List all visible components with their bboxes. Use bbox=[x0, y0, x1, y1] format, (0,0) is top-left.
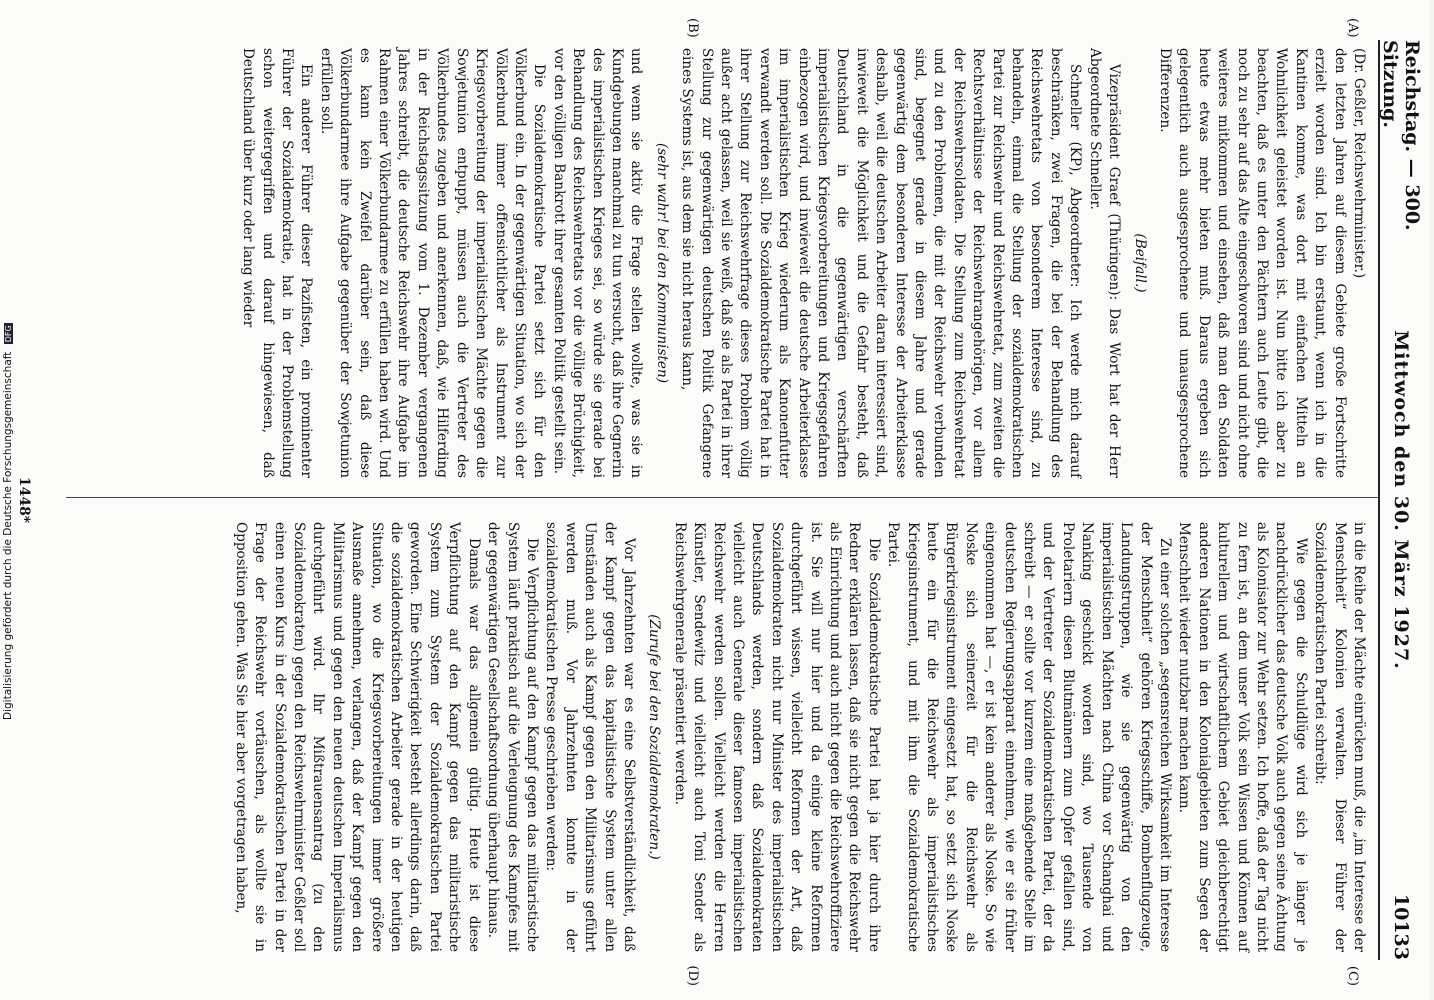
signature-mark: 1448* bbox=[16, 476, 32, 524]
paragraph: in die Reihe der Mächte einrücken muß, die „im Interesse der Menschheit“ Kolonien verwalten. Dieser Führer der Sozialdemokratischen Partei schreibt: bbox=[1312, 522, 1367, 952]
paragraph: Ein anderer Führer dieser Pazifisten, ein prominenter Führer der Sozialdemokratie, hat in der Problemstellung schon weitergegriffen und darauf hingewiesen, daß Deutschland über kurz oder lang wieder bbox=[240, 48, 315, 478]
funding-note bbox=[2, 323, 14, 720]
margin-mark-b: (B) bbox=[685, 18, 700, 38]
header-rule bbox=[1378, 40, 1380, 960]
paragraph: und wenn sie aktiv die Frage stellen wollte, was sie in Kundgebungen manchmal zu tun versucht, daß ihre Gegnerin des imperialistischen Krieges sei, so würde sie gerade bei Behandlung des Reichswehretats vor die völlige Brüchigkeit, vor den völligen Bankrott ihrer gesamten Politik gestellt sein. bbox=[550, 48, 645, 478]
quotation: Wie gegen die Schuldlüge wird sich je länger je nachdrücklicher das deutsche Volk auch gegen seine Ächtung als Kolonisator zur Wehr setzen. Ich hoffe, daß der Tag nicht zu fern ist, an dem unser Volk sein Wissen und Können auf kulturellem und wirtschaftlichem Gebiet gleichberechtigt anderen Nationen in den Kolonialgebieten zum Segen der Menschheit wieder nutzbar machen kann. bbox=[1176, 522, 1309, 952]
paragraph: Vor Jahrzehnten war es eine Selbstverständlichkeit, daß der Kampf gegen das kapitalistische System unter allen Umständen auch als Kampf gegen den Militarismus geführt werden muß. Vor Jahrzehnten konnte in der sozialdemokratischen Presse geschrieben werden: bbox=[543, 522, 637, 952]
interjection: (Beifall.) bbox=[1131, 233, 1148, 293]
left-column bbox=[238, 48, 1368, 478]
margin-mark-a: (A) bbox=[1345, 18, 1360, 38]
funding-note-text: Digitalisierung gefördert durch die Deutsche Forschungsgemeinschaft bbox=[2, 351, 14, 720]
paragraph: Vizepräsident Graef (Thüringen): Das Wort hat der Herr Abgeordnete Schneller. bbox=[1086, 48, 1123, 478]
speaker-continued: (Dr. Geßler, Reichswehrminister.) bbox=[1351, 48, 1367, 279]
paragraph: Die Sozialdemokratische Partei setzt sich für den Völkerbund ein. In der gegenwärtigen Situation, wo sich der Völkerbund immer offensichtlicher als Instrument zur Kriegsvorbereitung der imperialistischen Mächte gegen die Sowjetunion entpuppt, müssen auch die Vertreter des Völkerbundes zugeben und anerkennen, daß, wie Hilferding in der Reichstagssitzung vom 1. Dezember vergangenen Jahres schreibt, die deutsche Reichswehr ihre Aufgabe im Rahmen einer Völkerbundarmee zu erfüllen haben wird. Und es kann kein Zweifel darüber sein, daß diese Völkerbundarmee ihre Aufgabe gegenüber der Sowjetunion erfüllen soll. bbox=[317, 48, 548, 478]
header-date: Mittwoch den 30. März 1927. bbox=[1390, 330, 1412, 670]
header-left: Reichstag. — 300. Sitzung. bbox=[1379, 40, 1423, 231]
quotation: Die Verpflichtung auf den Kampf gegen das militaristische System läuft praktisch auf die Verleugnung des Kampfes mit der gegenwärtigen Gesellschaftsordnung überhaupt hinaus. bbox=[485, 522, 540, 952]
paragraph: Schneller (KP), Abgeordneter: Ich werde mich darauf beschränken, zwei Fragen, die bei der Behandlung des Reichswehretats von besonderem Interesse sind, zu behandeln, einmal die Stellung der sozialdemokratischen Partei zur Reichswehr und Reichswehretat, zum zweiten die Rechtsverhältnisse der Reichswehrangehörigen, vor allem der Reichswehrsoldaten. Die Stellung zum Reichswehretat und zu den Problemen, die mit der Reichswehr verbunden sind, begegnet gerade in diesem Jahre und gerade gegenwärtig dem besonderen Interesse der Arbeiterklasse deshalb, weil die deutschen Arbeiter daran interessiert sind, inwieweit die Möglichkeit und die Gefahr besteht, daß Deutschland in die gegenwärtigen verschärften imperialistischen Kriegsvorbereitungen und Kriegsgefahren einbezogen wird, und inwieweit die deutsche Arbeiterklasse im imperialistischen Krieg wiederum als Kanonenfutter verwandt werden soll. Die Sozialdemokratische Partei hat in ihrer Stellung zur Reichswehrfrage dieses Problem völlig außer acht gelassen, weil sie weiß, daß sie als Partei in ihrer Stellung zur gegenwärtigen deutschen Politik Gefangene eines Systems ist, aus dem sie nicht heraus kann, bbox=[679, 48, 1084, 478]
page-header bbox=[1379, 40, 1423, 960]
dfg-logo-icon: DFG bbox=[4, 325, 13, 343]
page-number: 10133 bbox=[1390, 893, 1412, 960]
paragraph: Die Sozialdemokratische Partei hat ja hier durch ihre Redner erklären lassen, daß sie nicht gegen die Reichswehr als Einrichtung und auch nicht gegen die Reichswehroffiziere ist. Sie will nur hier und da einige kleine Reformen durchgeführt wissen, vielleicht Reformen der Art, daß Sozialdemokraten nicht nur Minister des imperialistischen Deutschlands werden, sondern daß Sozialdemokraten vielleicht auch Generale dieser famosen imperialistischen Reichswehr werden sollen. Vielleicht werden die Herren Künstler, Sendewitz und vielleicht auch Toni Sender als Reichswehrgenerale präsentiert werden. bbox=[671, 522, 882, 952]
paragraph: Zu einer solchen „segensreichen Wirksamkeit im Interesse der Menschheit“ gehören Kriegsschiffe, Bombenflugzeuge, Landungstruppen, wie sie gegenwärtig von den imperialistischen Mächten nach China vor Schanghai und Nanking geschickt worden sind, wo Tausende von Proletariern diesen Blutmännern zum Opfer gefallen sind, und der Vertreter der Sozialdemokratischen Partei, der da schreibt — er sollte vor kurzem eine maßgebende Stelle im deutschen Regierungsapparat einnehmen, wie er sie früher eingenommen hat —, er ist kein anderer als Noske. So wie Noske sich seinerzeit für die Reichswehr als Bürgerkriegsinstrument eingesetzt hat, so setzt sich Noske heute ein für die Reichswehr als imperialistisches Kriegsinstrument, und mit ihm die Sozialdemokratische Partei. bbox=[885, 522, 1173, 952]
paragraph: Damals war das allgemein gültig. Heute ist diese Verpflichtung auf den Kampf gegen das militaristische System zum System der Sozialdemokratischen Partei geworden. Eine Schwierigkeit besteht allerdings darin, daß die sozialdemokratischen Arbeiter gerade in der heutigen Situation, wo die Kriegsvorbereitungen immer größere Ausmaße annehmen, verlangen, daß der Kampf gegen den Militarismus und gegen den neuen deutschen Imperialismus durchgeführt wird. Ihr Mißtrauensantrag (zu den Sozialdemokraten) gegen den Reichswehrminister Geßler soll einen neuen Kurs in der Sozialdemokratischen Partei in der Frage der Reichswehr vortäuschen, als wollte sie in Opposition gehen. Was Sie hier aber vorgetragen haben, bbox=[232, 522, 482, 952]
margin-mark-c: (C) bbox=[1345, 965, 1360, 986]
right-column bbox=[230, 522, 1368, 952]
interjection: (Zurufe bei den Sozialdemokraten.) bbox=[646, 614, 663, 860]
column-divider bbox=[66, 497, 1378, 498]
interjection: (sehr wahr! bei den Kommunisten) bbox=[653, 142, 670, 384]
margin-mark-d: (D) bbox=[685, 965, 700, 986]
paragraph: den letzten Jahren auf diesem Gebiete große Fortschritte erzielt worden sind. Ich bin erstaunt, wenn ich in die Kantinen komme, was dort mit einfachen Mitteln an Wohnlichkeit geleistet worden ist. Nun bitte ich aber zu beachten, daß es unter den Pächtern auch Leute gibt, die noch zu sehr auf das Alte eingeschworen sind und nicht ohne weiteres mitkommen und einsehen, daß man den Soldaten heute etwas mehr bieten muß. Daraus ergeben sich gelegentlich auch ausgesprochene und unausgesprochene Differenzen. bbox=[1156, 48, 1348, 478]
